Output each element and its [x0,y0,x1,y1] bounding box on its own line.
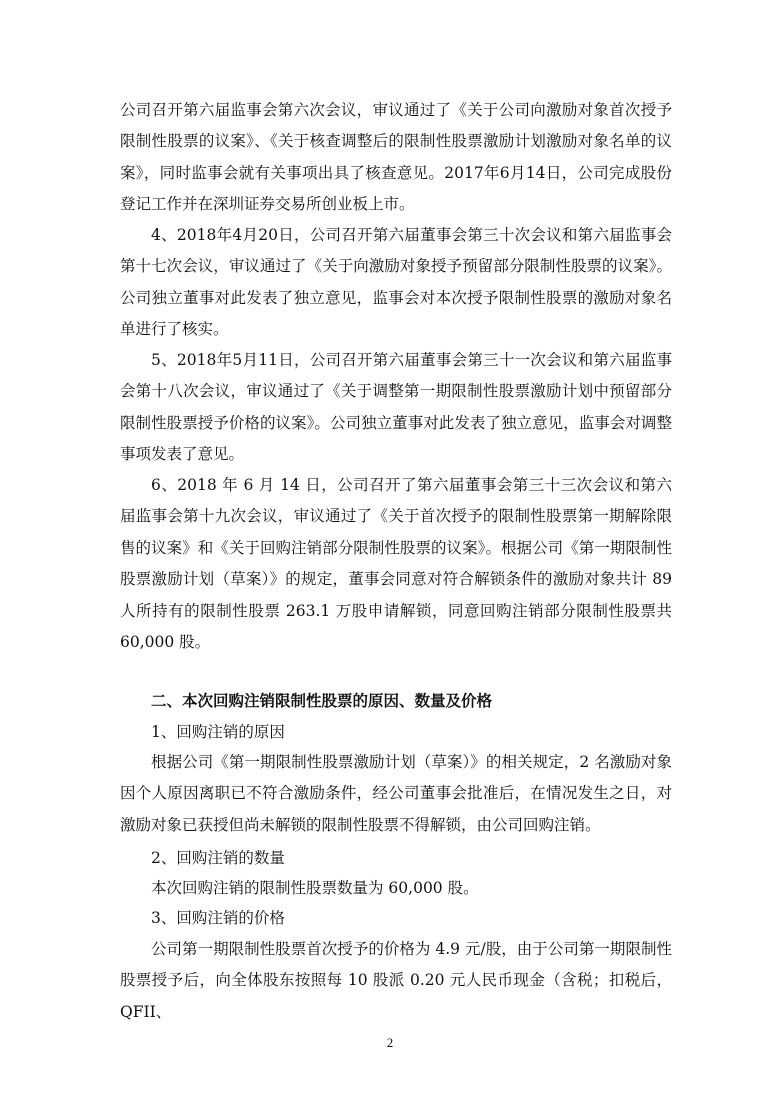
page-number: 2 [386,1035,394,1050]
subsection-title-price: 3、回购注销的价格 [151,909,285,927]
subsection-title-quantity: 2、回购注销的数量 [151,849,285,867]
paragraph-price: 公司第一期限制性股票首次授予的价格为 4.9 元/股，由于公司第一期限制性股票授予后，向全体股东按照每 10 股派 0.20 元人民币现金（含税；扣税后，QFII、 [120,940,672,1021]
paragraph-item-6: 6、2018 年 6 月 14 日，公司召开了第六届董事会第三十三次会议和第六届监事会第十九次会议，审议通过了《关于首次授予的限制性股票第一期解除限售的议案》和《关于回购注销部分限制性股票的议案》。根据公司《第一期限制性股票激励计划（草案）》的规定，董事会同意对符合解锁条件的激励对象共计 89 人所持有的限制性股票 263.1 万股申请解锁，同意回购注销部分限制性股票共 60,000 股。 [120,476,672,652]
paragraph-reason: 根据公司《第一期限制性股票激励计划（草案）》的相关规定，2 名激励对象因个人原因离职已不符合激励条件，经公司董事会批准后，在情况发生之日，对激励对象已获授但尚未解锁的限制性股票不得解锁，由公司回购注销。 [120,753,672,834]
subsection-title-reason: 1、回购注销的原因 [151,723,285,741]
paragraph-item-5: 5、2018年5月11日，公司召开第六届董事会第三十一次会议和第六届监事会第十八次会议，审议通过了《关于调整第一期限制性股票激励计划中预留部分限制性股票授予价格的议案》。公司独立董事对此发表了独立意见，监事会对调整事项发表了意见。 [120,351,672,464]
paragraph-quantity: 本次回购注销的限制性股票数量为 60,000 股。 [151,879,479,897]
section-heading: 二、本次回购注销限制性股票的原因、数量及价格 [151,691,493,710]
paragraph-item-4: 4、2018年4月20日，公司召开第六届董事会第三十次会议和第六届监事会第十七次会议，审议通过了《关于向激励对象授予预留部分限制性股票的议案》。公司独立董事对此发表了独立意见，监事会对本次授予限制性股票的激励对象名单进行了核实。 [120,226,672,339]
paragraph-supervisory-meeting: 公司召开第六届监事会第六次会议，审议通过了《关于公司向激励对象首次授予限制性股票的议案》、《关于核查调整后的限制性股票激励计划激励对象名单的议案》，同时监事会就有关事项出具了核查意见。2017年6月14日，公司完成股份登记工作并在深圳证券交易所创业板上市。 [120,101,672,214]
